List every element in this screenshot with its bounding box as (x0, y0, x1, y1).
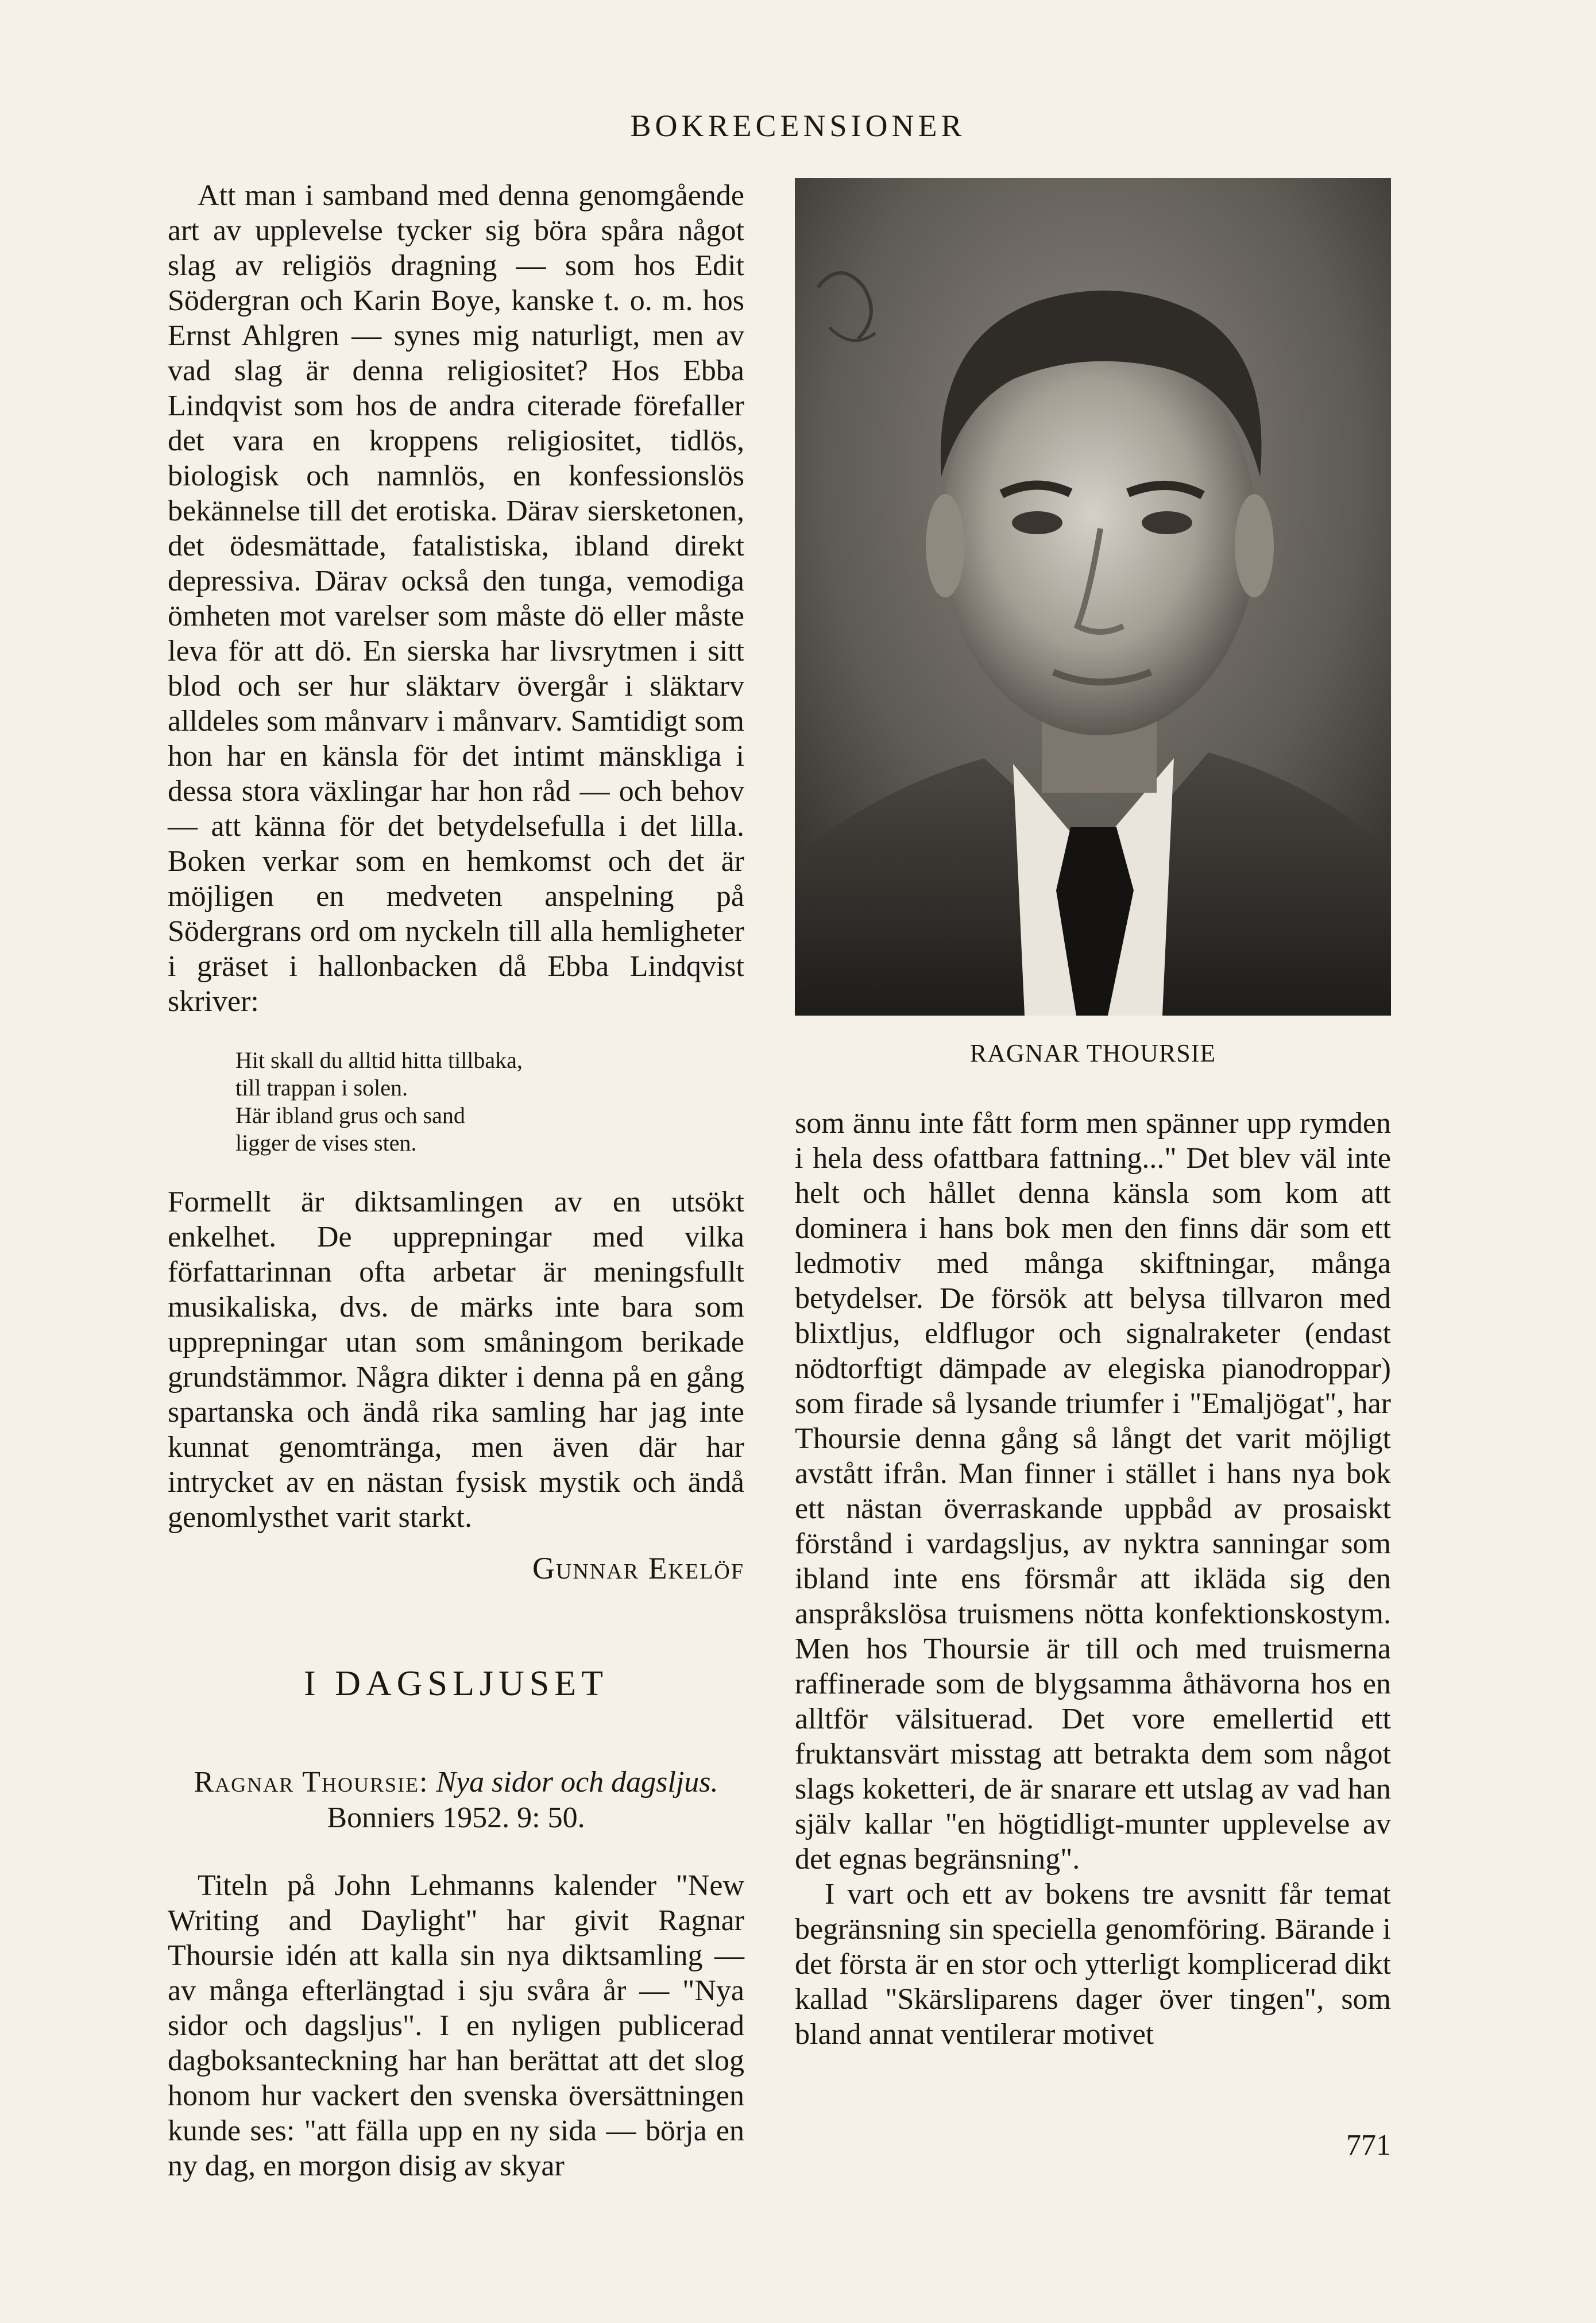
page-number: 771 (1346, 2129, 1391, 2162)
reviewer-signature: Gunnar Ekelöf (532, 1551, 744, 1585)
left-column (168, 178, 744, 2183)
poem-line: ligger de vises sten. (235, 1130, 417, 1156)
poem-line: till trappan i solen. (235, 1075, 408, 1101)
review-paragraph-2: Formellt är diktsamlingen av en utsökt enkelhet. De upprepningar med vilka författarinnan ofta arbetar är meningsfullt musikaliska, dvs. de märks inte bara som upprepningar utan som småningom berikade grundstämmor. Några dikter i denna på en gång spartanska och ändå rika samling har jag inte kunnat genomtränga, men även där har intrycket av en nästan fysisk mystik och ändå genomlysthet varit starkt. (168, 1186, 744, 1534)
portrait-caption: RAGNAR THOURSIE (969, 1039, 1216, 1067)
review-paragraph-3: Titeln på John Lehmanns kalender "New Writing and Daylight" har givit Ragnar Thoursie idén att kalla sin nya diktsamling — av många efterlängtad i sju svåra år — "Nya sidor och dagsljus". I en nyligen publicerad dagboksanteckning har han berättat att det slog honom hur vackert den svenska översättningen kunde ses: "att fälla upp en ny sida — börja en ny dag, en morgon disig av skyar (168, 1869, 744, 2182)
poem-quote (235, 1047, 744, 1157)
review-paragraph-4: som ännu inte fått form men spänner upp rymden i hela dess ofattbara fattning..." Det blev väl inte helt och hållet denna känsla som kom att dominera i hans bok men den finns där som ett ledmotiv med många skiftningar, många betydelser. De försök att belysa tillvaron med blixtljus, eldflugor och signalraketer (endast nödtorftigt dämpade av elegiska pianodroppar) som firade så lysande triumfer i "Emaljögat", har Thoursie denna gång så långt det varit möjligt avstått ifrån. Man finner i stället i hans nya bok ett nästan överraskande uppbåd av prosaiskt förstånd i vardagsljus, av nyktra sanningar som ibland inte ens försmår att ikläda sig den anspråkslösa truismens nötta konfektionskostym. Men hos Thoursie är till och med truismerna raffinerade som de blygsamma åthävorna hos en alltför välsituerad. Det vore emellertid ett fruktansvärt misstag att betrakta dem som något slags koketteri, de är snarare ett utslag av vad han själv kallar "en högtidligt-munter upplevelse av det egnas begränsning". (795, 1107, 1391, 1876)
book-byline (168, 1765, 744, 1836)
byline-author: Ragnar Thoursie: (194, 1766, 429, 1799)
author-portrait (795, 178, 1391, 1016)
section-title: I DAGSLJUSET (304, 1664, 608, 1703)
review-paragraph-1: Att man i samband med denna genomgående art av upplevelse tycker sig böra spåra något slag av religiös dragning — som hos Edit Södergran och Karin Boye, kanske t. o. m. hos Ernst Ahlgren — synes mig naturligt, men av vad slag är denna religiositet? Hos Ebba Lindqvist som hos de andra citerade förefaller det vara en kroppens religiositet, tidlös, biologisk och namnlös, en konfessionslös bekännelse till det erotiska. Därav siersketonen, det ödesmättade, fatalistiska, ibland direkt depressiva. Därav också den tunga, vemodiga ömheten mot varelser som måste dö eller måste leva för att dö. En sierska har livsrytmen i sitt blod och ser hur släktarv övergår i släktarv alldeles som månvarv i månvarv. Samtidigt som hon har en känsla för det intimt mänskliga i dessa stora växlingar har hon råd — och behov — att känna för det betydelsefulla i det lilla. Boken verkar som en hemkomst och det är möjligen en medveten anspelning på Södergrans ord om nyckeln till alla hemligheter i gräset i hallonbacken då Ebba Lindqvist skriver: (168, 179, 744, 1018)
review-paragraph-5: I vart och ett av bokens tre avsnitt får temat begränsning sin speciella genomföring. Bärande i det första är en stor och ytterligt komplicerad dikt kallad "Skärsliparens dager över tingen", som bland annat ventilerar motivet (795, 1878, 1391, 2051)
poem-line: Hit skall du alltid hitta tillbaka, (235, 1047, 523, 1073)
byline-book-title: Nya sidor och dagsljus. (436, 1766, 718, 1799)
running-head: BOKRECENSIONER (630, 109, 966, 143)
portrait-image (795, 178, 1391, 1016)
right-column (795, 1106, 1391, 2052)
byline-publisher: Bonniers 1952. 9: 50. (327, 1801, 585, 1834)
poem-line: Här ibland grus och sand (235, 1102, 465, 1128)
